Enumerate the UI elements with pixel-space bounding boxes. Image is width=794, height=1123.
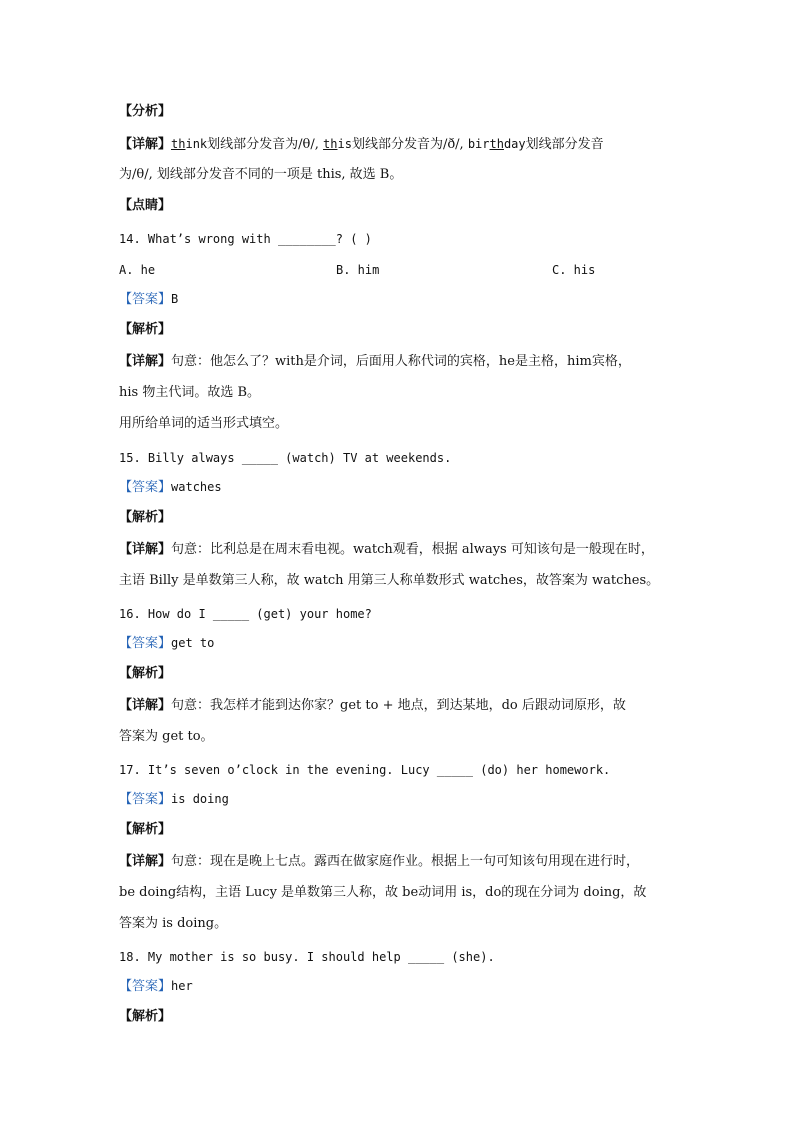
explain-heading-17: 【解析】 [119, 822, 172, 837]
detail-16-cont: 答案为 get to。 [119, 729, 214, 744]
option-a: A. he [119, 263, 156, 277]
question-18: 18. My mother is so busy. I should help _____ (she). [119, 950, 495, 964]
explain-heading-15: 【解析】 [119, 510, 172, 525]
answer-17: 【答案】is doing [119, 792, 229, 807]
detail-text: 划线部分发音 [525, 137, 604, 152]
word-think: think [171, 137, 208, 151]
answer-18: 【答案】her [119, 979, 193, 994]
detail-17-cont: be doing结构，主语 Lucy 是单数第三人称，故 be动词用 is，do的现在分词为 doing，故 [119, 885, 647, 900]
answer-14: 【答案】B [119, 292, 179, 307]
detail-16: 【详解】句意：我怎样才能到达你家？get to + 地点，到达某地，do 后跟动词原形，故 [119, 698, 626, 713]
answer-15: 【答案】watches [119, 480, 222, 495]
question-14: 14. What’s wrong with ________? ( ) [119, 232, 372, 246]
answer-16: 【答案】get to [119, 636, 215, 651]
option-b: B. him [336, 263, 380, 277]
detail-14-cont: his 物主代词。故选 B。 [119, 385, 261, 400]
analysis-heading: 【分析】 [119, 104, 172, 119]
detail-line-1 [119, 134, 604, 155]
explain-heading-16: 【解析】 [119, 666, 172, 681]
detail-14: 【详解】句意：他怎么了？with是介词，后面用人称代词的宾格，he是主格，him宾格， [119, 354, 631, 369]
option-c: C. his [552, 263, 596, 277]
word-birthday: birthday [467, 137, 526, 151]
detail-17-cont2: 答案为 is doing。 [119, 916, 228, 931]
detail-tag: 【详解】 [119, 137, 172, 152]
question-16: 16. How do I _____ (get) your home? [119, 607, 372, 621]
question-15: 15. Billy always _____ (watch) TV at weekends. [119, 451, 452, 465]
question-17: 17. It’s seven o’clock in the evening. Lucy _____ (do) her homework. [119, 763, 611, 777]
explain-heading-18: 【解析】 [119, 1009, 172, 1024]
detail-text: 划线部分发音为/ð/, [351, 137, 464, 152]
explain-heading-14: 【解析】 [119, 322, 172, 337]
detail-17: 【详解】句意：现在是晚上七点。露西在做家庭作业。根据上一句可知该句用现在进行时， [119, 854, 640, 869]
word-this: this [323, 137, 352, 151]
detail-15-cont: 主语 Billy 是单数第三人称，故 watch 用第三人称单数形式 watches，故答案为 watches。 [119, 573, 660, 588]
detail-text: 划线部分发音为/θ/, [207, 137, 319, 152]
detail-line-2: 为/θ/, 划线部分发音不同的一项是 this, 故选 B。 [119, 167, 403, 182]
remark-heading: 【点睛】 [119, 198, 172, 213]
section-instruction: 用所给单词的适当形式填空。 [119, 416, 289, 431]
detail-15: 【详解】句意：比利总是在周末看电视。watch观看，根据 always 可知该句是一般现在时， [119, 542, 654, 557]
